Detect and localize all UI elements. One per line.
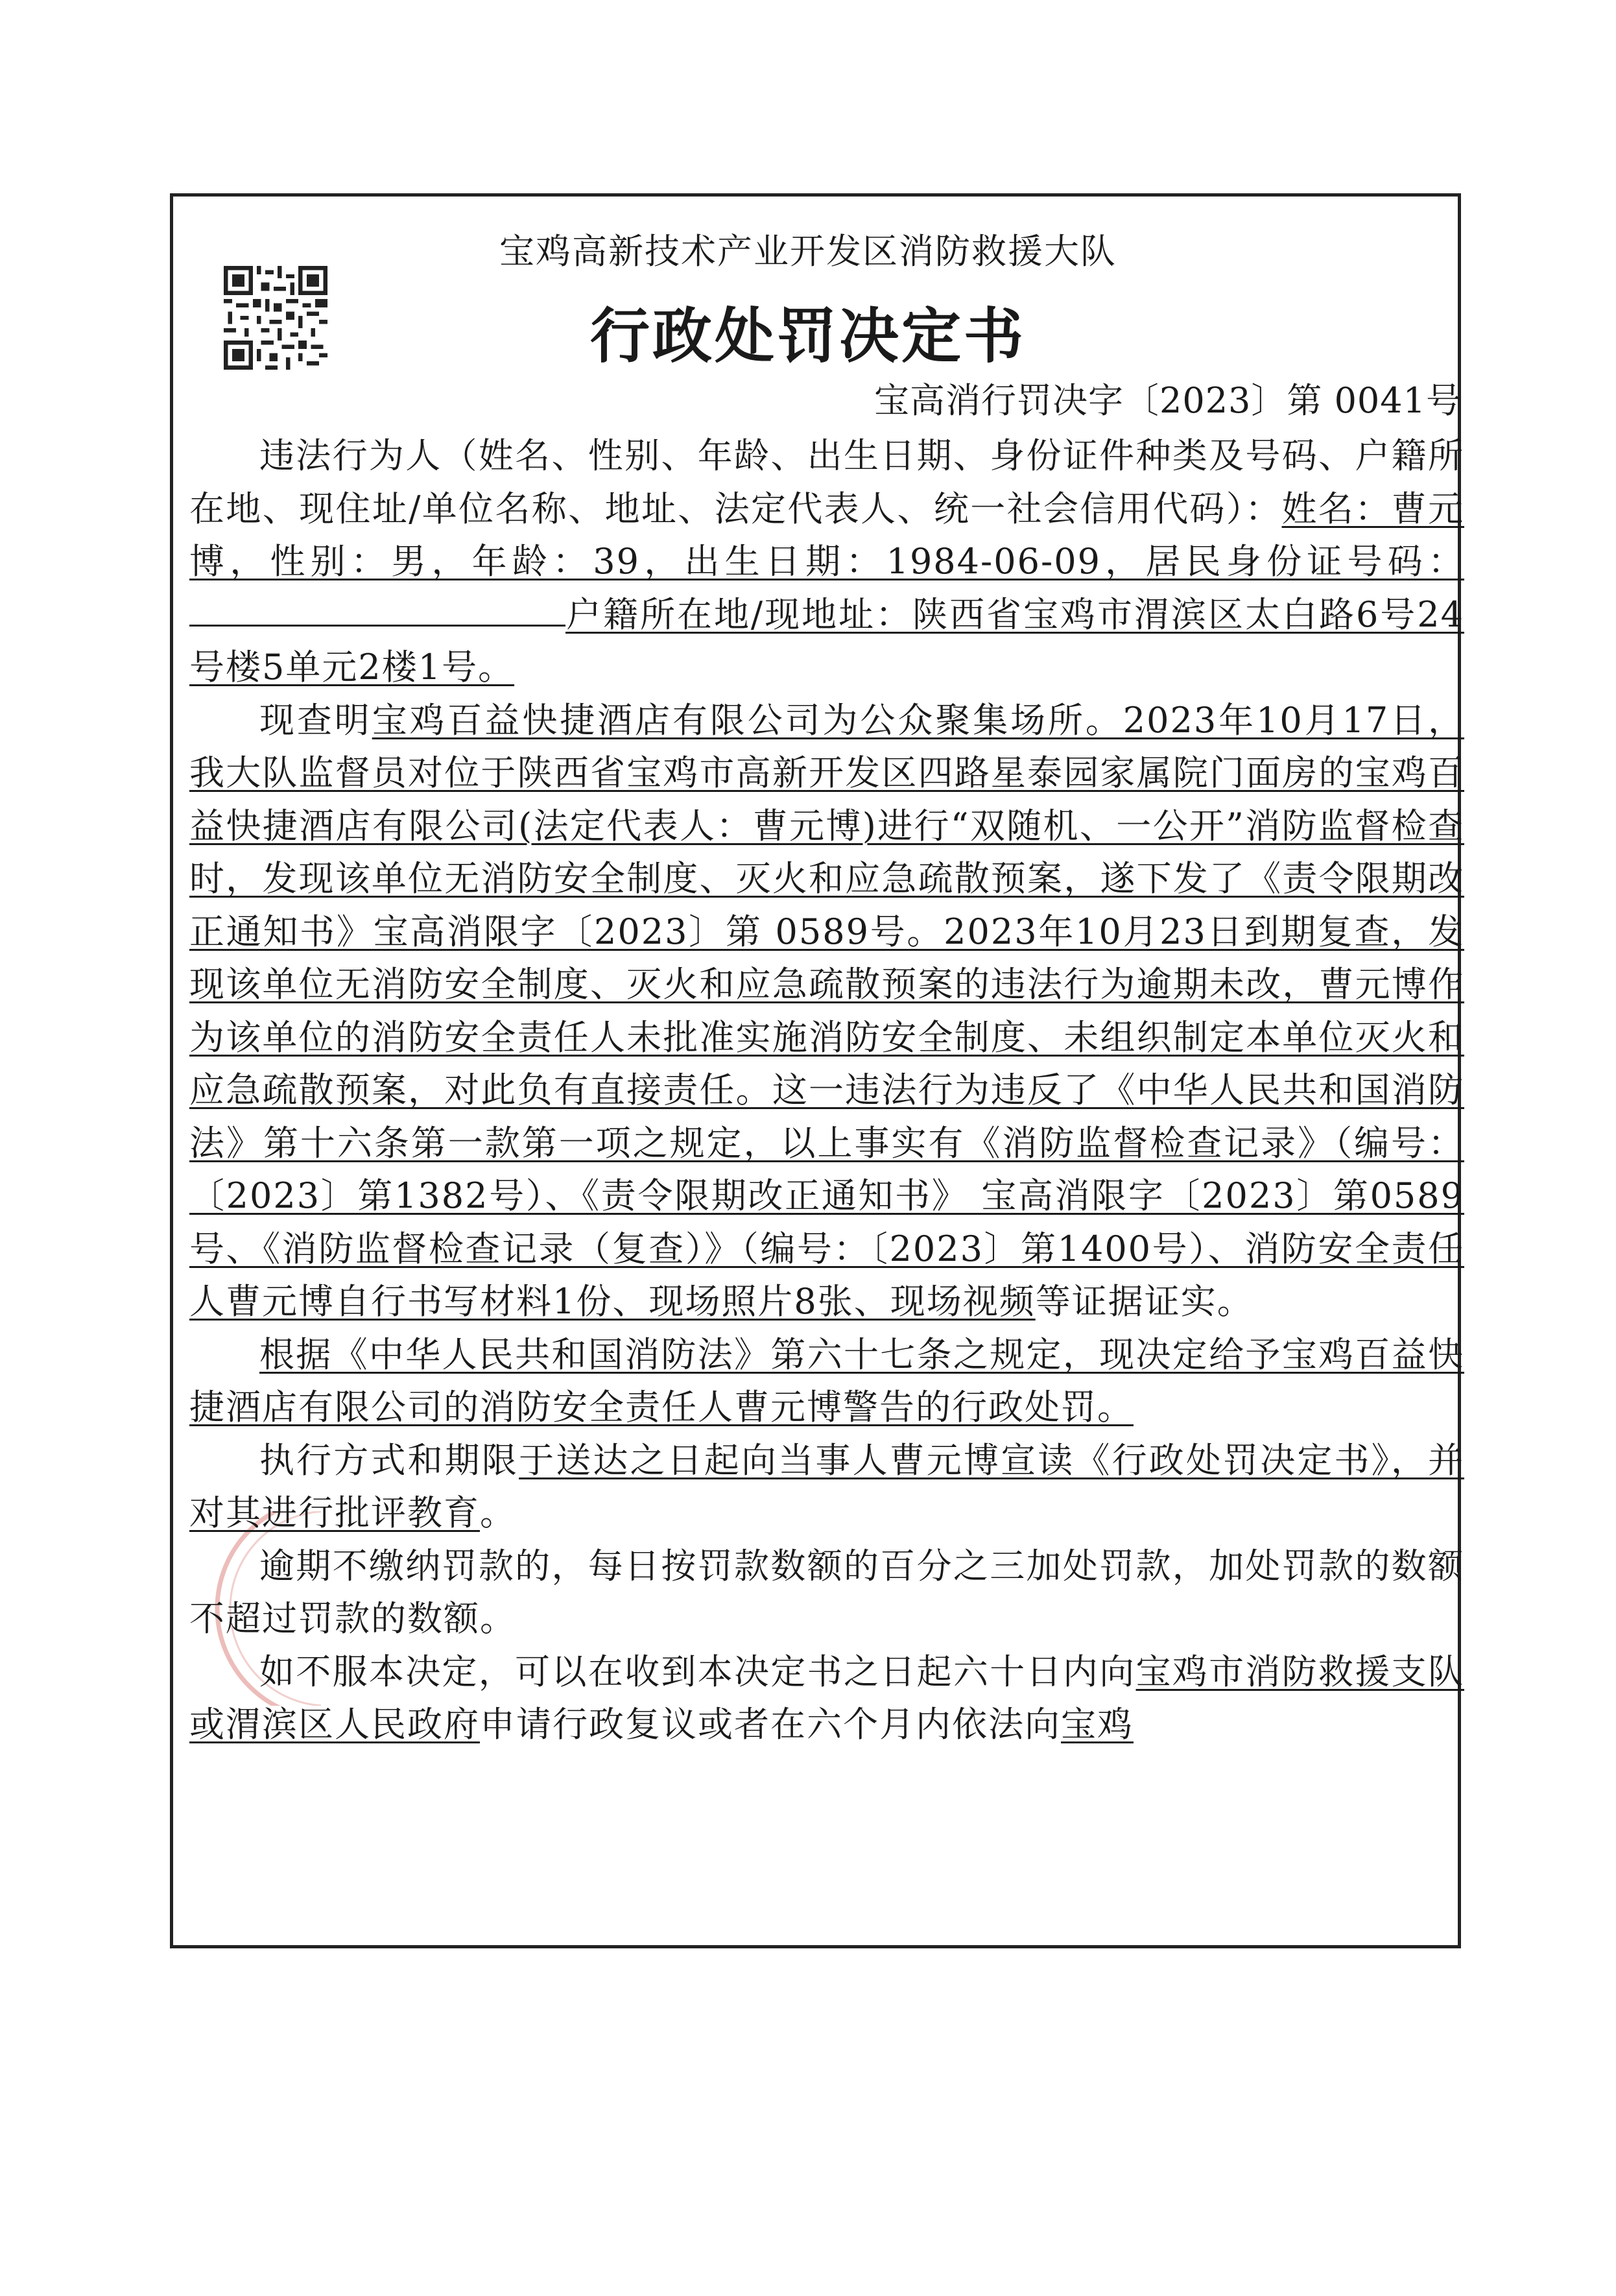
document-body xyxy=(189,429,1464,1751)
execution-paragraph xyxy=(189,1434,1464,1540)
offender-info-lead: 违法行为人（姓名、性别、年龄、出生日期、身份证件种类及号码、户籍所在地、现住址/单位名称、地址、法定代表人、统一社会信用代码）： xyxy=(189,435,1464,529)
decision-text: 根据《中华人民共和国消防法》第六十七条之规定，现决定给予宝鸡百益快捷酒店有限公司的消防安全责任人曹元博警告的行政处罚。 xyxy=(189,1333,1464,1428)
redacted-id-number xyxy=(189,590,565,627)
document-number: 宝高消行罚决字〔2023〕第 0041号 xyxy=(873,380,1462,421)
appeal-paragraph xyxy=(189,1645,1464,1751)
late-penalty-paragraph: 逾期不缴纳罚款的，每日按罚款数额的百分之三加处罚款，加处罚款的数额不超过罚款的数额。 xyxy=(189,1545,1464,1639)
appeal-mid: 申请行政复议或者在六个月内依法向 xyxy=(480,1704,1061,1745)
issuing-organization: 宝鸡高新技术产业开发区消防救援大队 xyxy=(499,231,1117,272)
facts-lead: 现查明 xyxy=(259,699,372,741)
offender-paragraph xyxy=(189,429,1464,694)
execution-lead: 执行方式和期限 xyxy=(259,1439,519,1481)
offender-address: 户籍所在地/现地址：陕西省宝鸡市渭滨区太白路6号24号楼5单元2楼1号。 xyxy=(189,593,1464,688)
execution-method: 于送达之日起向当事人曹元博宣读《行政处罚决定书》，并对其进行批评教育 xyxy=(189,1439,1464,1533)
facts-text: 宝鸡百益快捷酒店有限公司为公众聚集场所。2023年10月17日，我大队监督员对位于陕西省宝鸡市高新开发区四路星泰园家属院门面房的宝鸡百益快捷酒店有限公司(法定代表人：曹元博)进行“双随机、一公开”消防监督检查时，发现该单位无消防安全制度、灭火和应急疏散预案，遂下发了《责令限期改正通知书》宝高消限字〔2023〕第 0589号。2023年10月23日到期复查，发现该单位无消防安全制度、灭火和应急疏散预案的违法行为逾期未改，曹元博作为该单位的消防安全责任人未批准实施消防安全制度、未组织制定本单位灭火和应急疏散预案，对此负有直接责任。这一违法行为违反了《中华人民共和国消防法》第十六条第一款第一项之规定，以上事实有《消防监督检查记录》（编号：〔2023〕第1382号）、《责令限期改正通知书》 宝高消限字〔2023〕第0589号、《消防监督检查记录（复查）》（编号：〔2023〕第1400号）、消防安全责任人曹元博自行书写材料1份、现场照片8张、现场视频 xyxy=(189,699,1465,1322)
document-title: 行政处罚决定书 xyxy=(589,301,1026,371)
decision-paragraph xyxy=(189,1328,1464,1434)
court-name: 宝鸡 xyxy=(1061,1704,1134,1745)
facts-tail: 等证据证实。 xyxy=(1035,1281,1254,1322)
offender-identity: 姓名：曹元博，性别：男，年龄：39，出生日期：1984-06-09，居民身份证号码： xyxy=(189,488,1464,582)
facts-paragraph xyxy=(189,694,1464,1328)
execution-tail: 。 xyxy=(480,1492,516,1533)
review-agency: 宝鸡市消防救援支队或渭滨区人民政府 xyxy=(189,1651,1464,1745)
appeal-lead: 如不服本决定，可以在收到本决定书之日起六十日内向 xyxy=(259,1651,1136,1692)
